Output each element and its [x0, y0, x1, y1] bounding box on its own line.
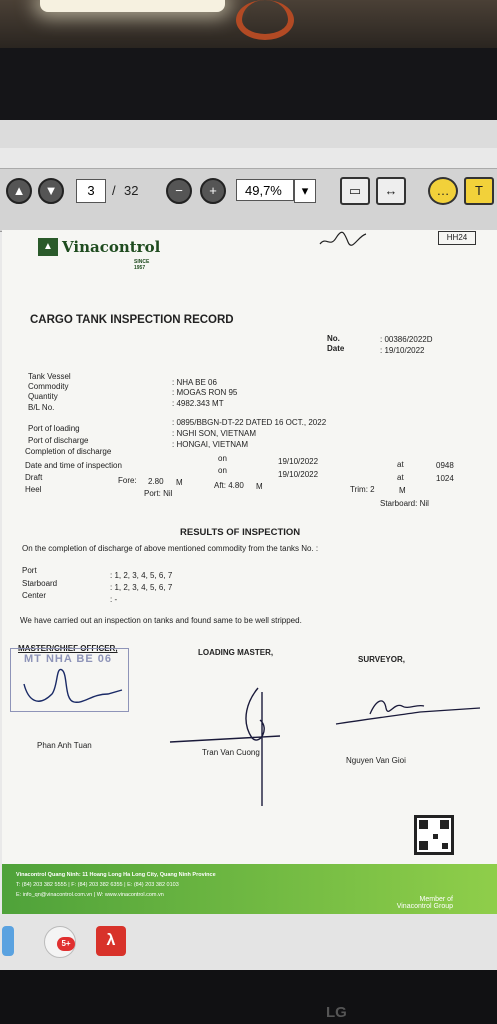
company-since: SINCE 1957: [134, 259, 150, 271]
field-label-quantity: Quantity: [28, 392, 58, 401]
comment-icon[interactable]: …: [428, 177, 458, 205]
footer-address: Vinacontrol Quang Ninh: 11 Hoang Long Ha Long City, Quang Ninh Province: [16, 872, 216, 878]
footer-member-line1: Member of: [419, 896, 453, 903]
field-value-tank-vessel: : NHA BE 06: [172, 378, 217, 387]
tank-list-port: : 1, 2, 3, 4, 5, 6, 7: [110, 571, 173, 580]
date-value: : 19/10/2022: [380, 346, 425, 355]
initials-signature: [318, 222, 368, 252]
pdf-toolbar: [0, 168, 497, 232]
ceiling-fan: [236, 0, 294, 40]
page-number-input[interactable]: 3: [76, 179, 106, 203]
zoom-level-input[interactable]: 49,7%: [236, 179, 294, 201]
inspection-statement: We have carried out an inspection on tanks and found same to be well stripped.: [20, 616, 302, 625]
completion-date: 19/10/2022: [278, 457, 319, 466]
field-value-port-of-loading: : NGHI SON, VIETNAM: [172, 429, 257, 438]
inspection-time: 1024: [436, 474, 454, 483]
aft-text: Aft: 4.80: [214, 481, 244, 490]
tank-side-starboard: Starboard: [22, 579, 58, 588]
footer-email: E: info_qn@vinacontrol.com.vn | W: www.vinacontrol.com.vn: [16, 892, 164, 898]
fore-label: Fore:: [118, 476, 137, 485]
vinacontrol-logo: [38, 238, 161, 271]
field-value-bl-no: : 0895/BBGN-DT-22 DATED 16 OCT., 2022: [172, 418, 327, 427]
signatory-name-surveyor: Nguyen Van Gioi: [346, 756, 406, 765]
fore-value: 2.80: [148, 477, 164, 486]
zoom-in-icon[interactable]: +: [200, 178, 226, 204]
highlight-pen-icon[interactable]: T: [464, 177, 494, 205]
field-label-tank-vessel: Tank Vessel: [28, 372, 71, 381]
inspection-at: at: [397, 473, 404, 482]
port-text: Port: Nil: [144, 489, 173, 498]
trim-text: Trim: 2: [350, 485, 375, 494]
vinacontrol-logo-mark-icon: ▲: [38, 238, 58, 256]
footer-phone: T: (84) 203 382 5555 | F: (84) 203 382 6355 | E: (84) 203 382 0103: [16, 882, 179, 888]
zoom-out-icon[interactable]: −: [166, 178, 192, 204]
tank-list-starboard: : 1, 2, 3, 4, 5, 6, 7: [110, 583, 173, 592]
ceiling-lamp: [40, 0, 225, 12]
field-label-port-of-discharge: Port of discharge: [28, 436, 89, 445]
inspection-label: Date and time of inspection: [25, 461, 122, 470]
fit-width-icon[interactable]: ↔: [376, 177, 406, 205]
no-value: : 00386/2022D: [380, 335, 433, 344]
field-label-port-of-loading: Port of loading: [28, 424, 80, 433]
notification-badge: 5+: [57, 937, 75, 951]
page-separator: /: [112, 183, 116, 198]
monitor-bezel-bottom: [0, 970, 497, 1024]
signatory-name-loading-master: Tran Van Cuong: [202, 748, 260, 757]
starboard-text: Starboard: Nil: [380, 499, 429, 508]
document-title: CARGO TANK INSPECTION RECORD: [30, 314, 234, 326]
zoom-dropdown-chevron-down-icon[interactable]: ▾: [294, 179, 316, 203]
form-code-box: HH24: [438, 231, 476, 245]
completion-at: at: [397, 460, 404, 469]
footer-member-line2: Vinacontrol Group: [396, 903, 453, 910]
sign-label-loading-master: LOADING MASTER,: [198, 648, 274, 657]
tank-side-center: Center: [22, 591, 47, 600]
fore-unit: M: [176, 478, 183, 487]
monitor-screen: [0, 120, 497, 970]
field-value-commodity: : MOGAS RON 95: [172, 388, 238, 397]
page-total: 32: [124, 183, 139, 198]
pdf-reader-app-icon[interactable]: λ: [96, 926, 126, 956]
company-name: Vinacontrol: [62, 238, 161, 256]
fit-page-icon[interactable]: ▭: [340, 177, 370, 205]
monitor-bezel-top: [0, 48, 497, 120]
master-signature: [18, 660, 128, 710]
completion-label: Completion of discharge: [25, 447, 112, 456]
qr-code-icon: [414, 815, 454, 855]
chat-app-icon[interactable]: [44, 926, 76, 958]
field-label-bl-no: B/L No.: [28, 403, 55, 412]
next-page-icon[interactable]: ▼: [38, 178, 64, 204]
trim-unit: M: [399, 486, 406, 495]
tank-side-port: Port: [22, 566, 37, 575]
taskbar-app-icon[interactable]: [2, 926, 14, 956]
sign-label-master: MASTER/CHIEF OFFICER,: [18, 644, 118, 653]
footer-member: [397, 896, 453, 910]
surveyor-signature: [332, 690, 482, 730]
previous-page-icon[interactable]: ▲: [6, 178, 32, 204]
window-title-strip: [0, 120, 497, 148]
sign-label-surveyor: SURVEYOR,: [358, 655, 405, 664]
field-label-commodity: Commodity: [28, 382, 69, 391]
signatory-name-master: Phan Anh Tuan: [37, 741, 92, 750]
results-title: RESULTS OF INSPECTION: [180, 527, 301, 538]
vessel-stamp-text: MT NHA BE 06: [24, 653, 112, 665]
aft-unit: M: [256, 482, 263, 491]
ceiling-background: [0, 0, 497, 48]
inspection-on: on: [218, 466, 227, 475]
completion-on: on: [218, 454, 227, 463]
inspection-date: 19/10/2022: [278, 470, 319, 479]
field-value-port-of-discharge: : HONGAI, VIETNAM: [172, 440, 249, 449]
monitor-brand-logo: LG: [326, 1004, 347, 1021]
loading-master-signature: [160, 680, 290, 810]
completion-time: 0948: [436, 461, 454, 470]
field-value-quantity: : 4982.343 MT: [172, 399, 224, 408]
completion-sentence: On the completion of discharge of above mentioned commodity from the tanks No. :: [22, 544, 319, 553]
tank-list-center: : -: [110, 595, 118, 604]
no-label: No.: [327, 334, 340, 343]
date-label: Date: [327, 344, 345, 353]
heel-label: Heel: [25, 485, 42, 494]
draft-label: Draft: [25, 473, 43, 482]
